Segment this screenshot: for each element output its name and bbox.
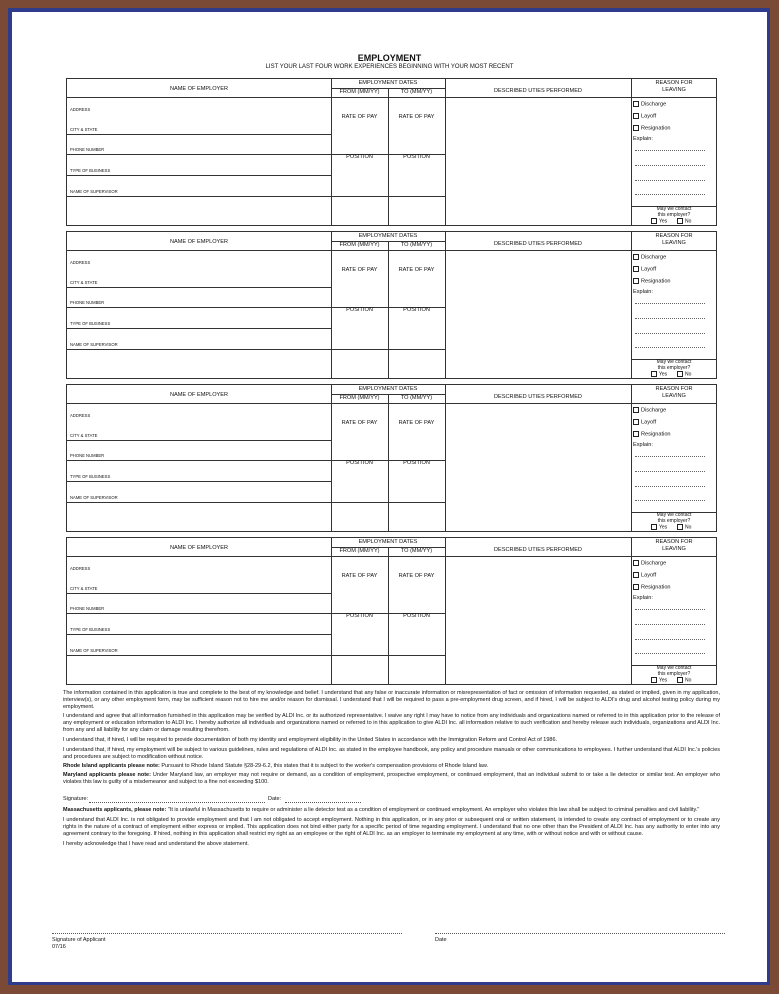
type-of-business-label: TYPE OF BUSINESS [70,168,111,173]
resignation-checkbox[interactable] [633,584,639,590]
position-end-label: POSITION [403,307,430,313]
from-date-header: FROM (MM/YY) [339,395,380,401]
position-start-label: POSITION [346,307,373,313]
contact-no-checkbox[interactable] [677,677,683,683]
signature-of-applicant-label: Signature of Applicant [52,937,106,943]
explain-line[interactable] [635,639,705,640]
rate-of-pay-end-label: RATE OF PAY [398,114,435,120]
employment-block-3 [66,384,717,532]
rate-of-pay-start-label: RATE OF PAY [341,267,378,273]
position-start-label: POSITION [346,154,373,160]
contact-no-option[interactable] [677,218,691,224]
employment-dates-header: EMPLOYMENT DATES [358,539,418,545]
explain-line[interactable] [635,624,705,625]
explain-line[interactable] [635,194,705,195]
type-of-business-label: TYPE OF BUSINESS [70,321,111,326]
rate-of-pay-end-label: RATE OF PAY [398,267,435,273]
resignation-option[interactable] [633,278,671,284]
bottom-date-line[interactable] [435,933,725,934]
contact-no-label: No [685,371,692,378]
application-page [12,12,767,982]
rhode-island-text: Pursuant to Rhode Island Statute §28-29-6.2, this states that it is subject to the worker's compensation provisions of Rhode Island law. [159,763,489,769]
layoff-label: Layoff [641,266,657,273]
rhode-island-notice [63,763,720,770]
reason-header-line2: LEAVING [662,546,686,552]
contact-yes-option[interactable] [651,524,667,530]
reason-header-line2: LEAVING [662,240,686,246]
duties-header: DESCRIBED UTIES PERFORMED [494,547,582,553]
contact-yes-option[interactable] [651,218,667,224]
may-contact-line1: May we contact [656,206,692,212]
from-date-header: FROM (MM/YY) [339,548,380,554]
discharge-label: Discharge [641,101,667,108]
explain-line[interactable] [635,347,705,348]
name-of-employer-header: NAME OF EMPLOYER [169,545,229,551]
explain-line[interactable] [635,609,705,610]
resignation-label: Resignation [641,431,671,438]
legal-eligibility-statement: I understand that, if hired, I will be required to provide documentation of both my identity and employment eligibility in the United States in accordance with the Immigration Reform and Control Act of 1986. [63,737,558,743]
contact-yes-label: Yes [659,218,668,225]
duties-header: DESCRIBED UTIES PERFORMED [494,241,582,247]
to-date-header: TO (MM/YY) [400,89,433,95]
reason-header-line1: REASON FOR [655,80,693,86]
contact-no-checkbox[interactable] [677,218,683,224]
may-contact-line1: May we contact [656,359,692,365]
explain-line[interactable] [635,500,705,501]
reason-header-line1: REASON FOR [655,539,693,545]
explain-line[interactable] [635,653,705,654]
name-of-employer-header: NAME OF EMPLOYER [169,392,229,398]
massachusetts-notice [63,807,720,814]
contact-yes-option[interactable] [651,677,667,683]
resignation-label: Resignation [641,125,671,132]
contact-no-label: No [685,677,692,684]
rate-of-pay-start-label: RATE OF PAY [341,114,378,120]
supervisor-label: NAME OF SUPERVISOR [70,495,118,500]
may-contact-line2: this employer? [657,212,691,218]
discharge-checkbox[interactable] [633,407,639,413]
explain-line[interactable] [635,165,705,166]
supervisor-label: NAME OF SUPERVISOR [70,342,118,347]
contact-yes-checkbox[interactable] [651,524,657,530]
explain-label: Explain: [633,136,653,142]
page-title: EMPLOYMENT [357,53,422,63]
legal-verification-statement: I understand and agree that all information furnished in this application may be verified by ALDI Inc. or its authorized representative. I waive any right I may have to notice from any individuals and organizations named or referred to in this application prior to the release of any employment or education information to ALDI Inc. I hereby authorize all individuals and organizations named or referred to in this application to give ALDI Inc. all information relative to such verification and hereby release such individuals, organizations and ALDI Inc. from any and all liability for any claim or damage resulting therefrom. [63,713,720,733]
signature-label: Signature: [63,796,89,802]
resignation-option[interactable] [633,125,671,131]
reason-header-line2: LEAVING [662,87,686,93]
at-will-statement: I understand that ALDI Inc. is not obligated to provide employment and that I am not obligated to accept employment. Nothing in this application, or in any prior or subsequent oral or written statement, is intended to create any contract of employment or to create any rights in the nature of a contract of employment either express or implied. This application does not bind either party for a specific period of time regarding employment. I understand that no one other than the President of ALDI Inc. has any authority to enter into any agreement contrary to the foregoing. If hired, nothing in this application shall restrict my right as an employee or the right of ALDI Inc. as an employer to terminate my employment at any time, with or without notice and with or without cause. [63,817,720,837]
employment-dates-header: EMPLOYMENT DATES [358,386,418,392]
layoff-checkbox[interactable] [633,419,639,425]
resignation-checkbox[interactable] [633,278,639,284]
city-state-label: CITY & STATE [70,280,98,285]
employment-dates-header: EMPLOYMENT DATES [358,80,418,86]
reason-header-line1: REASON FOR [655,386,693,392]
to-date-header: TO (MM/YY) [400,395,433,401]
employment-block-1 [66,78,717,226]
explain-line[interactable] [635,486,705,487]
contact-no-label: No [685,524,692,531]
explain-line[interactable] [635,180,705,181]
layoff-checkbox[interactable] [633,572,639,578]
signature-row [63,796,720,805]
discharge-label: Discharge [641,407,667,414]
to-date-header: TO (MM/YY) [400,242,433,248]
position-end-label: POSITION [403,613,430,619]
address-label: ADDRESS [70,107,91,112]
massachusetts-text: "It is unlawful in Massachusetts to require or administer a lie detector test as a condition of employment or continued employment. An employer who violates this law shall be subject to criminal penalties and civil liability." [166,807,700,813]
resignation-checkbox[interactable] [633,431,639,437]
explain-line[interactable] [635,303,705,304]
contact-no-checkbox[interactable] [677,524,683,530]
contact-yes-checkbox[interactable] [651,218,657,224]
contact-no-option[interactable] [677,524,691,530]
layoff-label: Layoff [641,572,657,579]
address-label: ADDRESS [70,260,91,265]
employment-block-4 [66,537,717,685]
may-contact-line1: May we contact [656,665,692,671]
from-date-header: FROM (MM/YY) [339,242,380,248]
maryland-notice [63,772,720,786]
position-end-label: POSITION [403,154,430,160]
supervisor-label: NAME OF SUPERVISOR [70,189,118,194]
rate-of-pay-end-label: RATE OF PAY [398,420,435,426]
legal-truth-statement: The information contained in this application is true and complete to the best of my knowledge and belief. I understand that any false or inaccurate information or misrepresentation of fact or omission of information requested, as stated or implied, given in my application, interview(s), or any other employment form, may be sufficient reason not to hire me and/or reason for dismissal. I understand that I will be required to pass a pre-employment drug screen, and if hired, I will be subject to ALDI's drug and alcohol testing policy during my employment. [63,690,720,710]
discharge-option[interactable] [633,101,666,107]
acknowledgement-statement: I hereby acknowledge that I have read and understand the above statement. [63,841,249,847]
rate-of-pay-start-label: RATE OF PAY [341,420,378,426]
phone-number-label: PHONE NUMBER [70,453,105,458]
layoff-option[interactable] [633,113,656,119]
contact-no-option[interactable] [677,677,691,683]
layoff-label: Layoff [641,113,657,120]
position-end-label: POSITION [403,460,430,466]
resignation-label: Resignation [641,584,671,591]
type-of-business-label: TYPE OF BUSINESS [70,474,111,479]
massachusetts-label: Massachusetts applicants, please note: [63,807,167,813]
page-subtitle: LIST YOUR LAST FOUR WORK EXPERIENCES BEGINNING WITH YOUR MOST RECENT [265,64,514,70]
discharge-checkbox[interactable] [633,101,639,107]
explain-line[interactable] [635,456,705,457]
explain-line[interactable] [635,318,705,319]
layoff-checkbox[interactable] [633,113,639,119]
explain-line[interactable] [635,150,705,151]
resignation-option[interactable] [633,431,671,437]
layoff-option[interactable] [633,572,656,578]
resignation-checkbox[interactable] [633,125,639,131]
address-label: ADDRESS [70,566,91,571]
discharge-option[interactable] [633,254,666,260]
duties-header: DESCRIBED UTIES PERFORMED [494,88,582,94]
rate-of-pay-end-label: RATE OF PAY [398,573,435,579]
address-label: ADDRESS [70,413,91,418]
may-contact-line2: this employer? [657,518,691,524]
discharge-label: Discharge [641,560,667,567]
legal-guidelines-statement: I understand that, if hired, my employment will be subject to various guidelines, rules and regulations of ALDI Inc. as stated in the employee handbook, any policy and procedure manuals or other communications to employees. I further understand that ALDI Inc.'s policies and procedures are subject to modification without notice. [63,747,720,760]
contact-yes-label: Yes [659,677,668,684]
discharge-label: Discharge [641,254,667,261]
explain-line[interactable] [635,471,705,472]
supervisor-label: NAME OF SUPERVISOR [70,648,118,653]
layoff-option[interactable] [633,266,656,272]
city-state-label: CITY & STATE [70,433,98,438]
discharge-option[interactable] [633,560,666,566]
resignation-label: Resignation [641,278,671,285]
discharge-checkbox[interactable] [633,254,639,260]
phone-number-label: PHONE NUMBER [70,300,105,305]
reason-header-line2: LEAVING [662,393,686,399]
city-state-label: CITY & STATE [70,127,98,132]
date-field[interactable] [285,802,361,803]
contact-no-label: No [685,218,692,225]
to-date-header: TO (MM/YY) [400,548,433,554]
contact-yes-checkbox[interactable] [651,371,657,377]
name-of-employer-header: NAME OF EMPLOYER [169,239,229,245]
reason-header-line1: REASON FOR [655,233,693,239]
from-date-header: FROM (MM/YY) [339,89,380,95]
position-start-label: POSITION [346,613,373,619]
explain-label: Explain: [633,442,653,448]
city-state-label: CITY & STATE [70,586,98,591]
maryland-label: Maryland applicants please note: [63,772,151,778]
applicant-signature-line[interactable] [52,933,402,934]
name-of-employer-header: NAME OF EMPLOYER [169,86,229,92]
discharge-option[interactable] [633,407,666,413]
maryland-text: Under Maryland law, an employer may not require or demand, as a condition of employment, prospective employment, or continued employment, that an individual submit to or take a lie detector or similar test. An employer who violates this law is guilty of a misdemeanor and subject to a fine not exceeding $100. [63,772,721,785]
contact-yes-checkbox[interactable] [651,677,657,683]
layoff-label: Layoff [641,419,657,426]
phone-number-label: PHONE NUMBER [70,606,105,611]
rhode-island-label: Rhode Island applicants please note: [63,763,160,769]
contact-yes-label: Yes [659,524,668,531]
explain-label: Explain: [633,595,653,601]
contact-no-option[interactable] [677,371,691,377]
position-start-label: POSITION [346,460,373,466]
may-contact-line1: May we contact [656,512,692,518]
rate-of-pay-start-label: RATE OF PAY [341,573,378,579]
resignation-option[interactable] [633,584,671,590]
duties-header: DESCRIBED UTIES PERFORMED [494,394,582,400]
contact-yes-label: Yes [659,371,668,378]
layoff-option[interactable] [633,419,656,425]
form-code: 07/16 [52,944,66,950]
date-label: Date: [268,796,282,802]
employment-block-2 [66,231,717,379]
signature-field[interactable] [89,802,265,803]
phone-number-label: PHONE NUMBER [70,147,105,152]
may-contact-line2: this employer? [657,671,691,677]
contact-yes-option[interactable] [651,371,667,377]
bottom-date-label: Date [435,937,447,943]
contact-no-checkbox[interactable] [677,371,683,377]
type-of-business-label: TYPE OF BUSINESS [70,627,111,632]
discharge-checkbox[interactable] [633,560,639,566]
employment-dates-header: EMPLOYMENT DATES [358,233,418,239]
explain-line[interactable] [635,333,705,334]
layoff-checkbox[interactable] [633,266,639,272]
explain-label: Explain: [633,289,653,295]
may-contact-line2: this employer? [657,365,691,371]
